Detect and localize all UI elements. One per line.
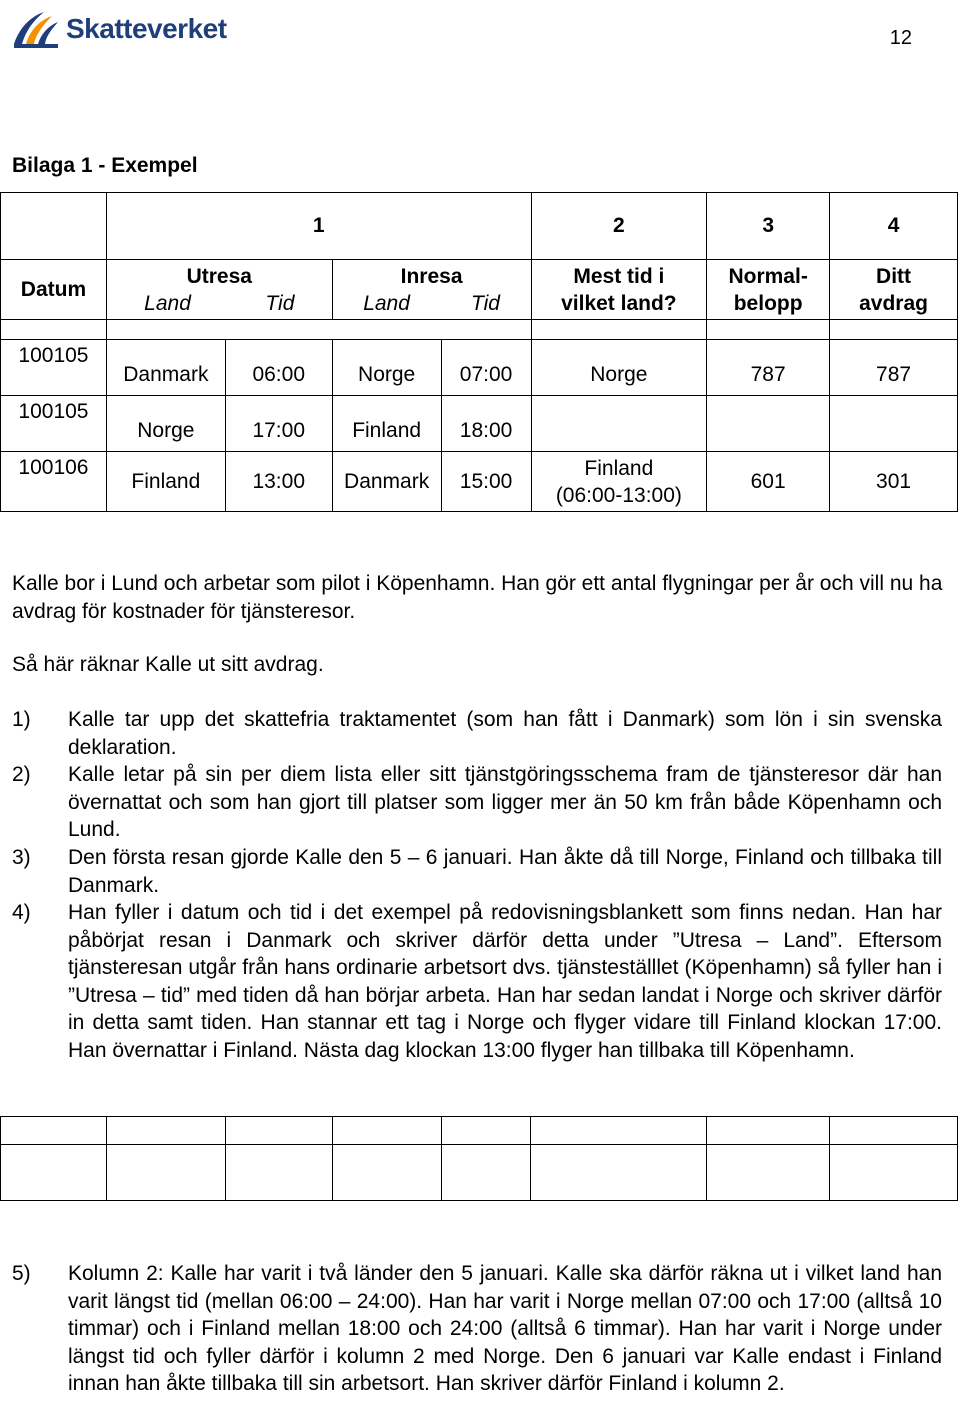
cell-in-tid: 15:00: [441, 452, 531, 512]
header-utresa-tid: Tid: [265, 291, 295, 315]
header-utresa-label: Utresa: [186, 264, 252, 288]
header-normal-line1: Normal-: [728, 264, 808, 288]
table-row: [1, 452, 958, 512]
header-utresa-land: Land: [144, 291, 191, 315]
column-number-2: 2: [531, 193, 707, 260]
cell-in-tid: 18:00: [441, 396, 531, 452]
list-item-number: 3): [12, 846, 31, 869]
header-mest-tid-line1: Mest tid i: [573, 264, 665, 288]
empty-row: [1, 1145, 958, 1201]
list-item-number: 4): [12, 901, 31, 924]
skatteverket-logo: [10, 4, 250, 50]
header-row: [1, 260, 958, 320]
list-item: [12, 1260, 942, 1398]
cell-datum: 100105: [1, 396, 107, 452]
cell-mest-tid: [531, 452, 707, 512]
header-ditt-line1: Ditt: [876, 264, 912, 288]
header-datum: Datum: [1, 260, 107, 320]
cell-ut-tid: 17:00: [225, 396, 332, 452]
list-item: [12, 844, 942, 899]
header-mest-tid: [531, 260, 707, 320]
cell-in-land: Danmark: [332, 452, 441, 512]
cell-ut-land: Danmark: [106, 340, 225, 396]
cell-normalbelopp: [707, 396, 830, 452]
header-normal-line2: belopp: [733, 291, 803, 315]
header-inresa-label: Inresa: [400, 264, 463, 288]
empty-form-table: [0, 1116, 958, 1201]
page-heading: Bilaga 1 - Exempel: [12, 154, 198, 177]
list-item-text: Kolumn 2: Kalle har varit i två länder den 5 januari. Kalle ska därför räkna ut i vilket land han varit längst tid (mellan 06:00 – 24:00). Han har varit i Norge mellan 07:00 och 17:00 (alltså 10 timmar) och i Finland mellan 18:00 och 24:00 (alltså 6 timmar). Han har varit i Norge under längst tid och fyller därför i kolumn 2 med Norge. Den 6 januari var Kalle endast i Finland innan han åkte tillbaka till sin arbetsort. Han skriver därför Finland i kolumn 2.: [68, 1262, 942, 1395]
cell-mest-tid-range: (06:00-13:00): [555, 483, 682, 507]
cell-datum: 100106: [1, 452, 107, 512]
column-number-1: 1: [106, 193, 531, 260]
list-item: [12, 706, 942, 761]
cell-in-tid: 07:00: [441, 340, 531, 396]
list-item-text: Den första resan gjorde Kalle den 5 – 6 januari. Han åkte då till Norge, Finland och tillbaka till Danmark.: [68, 846, 942, 897]
logo-wordmark: Skatteverket: [66, 13, 227, 44]
cell-mest-tid-country: Finland: [584, 456, 654, 480]
cell-mest-tid: Norge: [531, 340, 707, 396]
page-number: 12: [889, 27, 912, 49]
column-number-4: 4: [830, 193, 958, 260]
cell-normalbelopp: 601: [707, 452, 830, 512]
empty-row: [1, 1117, 958, 1145]
crown-logo-icon: [10, 4, 66, 50]
table-row: [1, 396, 958, 452]
list-item-text: Kalle letar på sin per diem lista eller sitt tjänstgöringsschema fram de tjänsteresor där han övernattat och som han gjort till platser som ligger mer än 50 km från både Köpenhamn och Lund.: [68, 763, 942, 841]
column-number-3: 3: [707, 193, 830, 260]
cell-mest-tid: [531, 396, 707, 452]
header-inresa: [332, 260, 531, 320]
cell-ut-tid: 06:00: [225, 340, 332, 396]
intro-lead: Så här räknar Kalle ut sitt avdrag.: [12, 653, 324, 676]
header-inresa-tid: Tid: [470, 291, 500, 315]
table-row: [1, 340, 958, 396]
header-utresa: [106, 260, 332, 320]
list-item: [12, 761, 942, 844]
header-ditt-avdrag: [830, 260, 958, 320]
column-number-row: [1, 193, 958, 260]
list-item-text: Kalle tar upp det skattefria traktamentet (som han fått i Danmark) som lön i sin svenska deklaration.: [68, 708, 942, 759]
spacer-row: [1, 320, 958, 340]
list-item-number: 2): [12, 763, 31, 786]
list-item: [12, 899, 942, 1064]
cell-ut-tid: 13:00: [225, 452, 332, 512]
cell-avdrag: [830, 396, 958, 452]
cell-ut-land: Norge: [106, 396, 225, 452]
header-mest-tid-line2: vilket land?: [561, 291, 677, 315]
header-normalbelopp: [707, 260, 830, 320]
list-item-number: 1): [12, 708, 31, 731]
list-item-number: 5): [12, 1262, 31, 1285]
header-inresa-land: Land: [363, 291, 410, 315]
header-ditt-line2: avdrag: [859, 291, 928, 315]
cell-avdrag: 301: [830, 452, 958, 512]
cell-avdrag: 787: [830, 340, 958, 396]
travel-table: [0, 192, 958, 512]
cell-datum: 100105: [1, 340, 107, 396]
cell-in-land: Finland: [332, 396, 441, 452]
cell-normalbelopp: 787: [707, 340, 830, 396]
list-item-text: Han fyller i datum och tid i det exempel på redovisningsblankett som finns nedan. Han har påbörjat resan i Danmark och skriver därför detta under ”Utresa – Land”. Eftersom tjänsteresan utgår från hans ordinarie arbetsort dvs. tjänsteställlet (Köpenhamn) så fyller han i ”Utresa – tid” med tiden då han börjar arbeta. Han har sedan landat i Norge och skriver därför in detta samt tiden. Han stannar ett tag i Norge och flyger vidare till Finland klockan 17:00. Han övernattar i Finland. Nästa dag klockan 13:00 flyger han tillbaka till Köpenhamn.: [68, 901, 942, 1062]
cell-in-land: Norge: [332, 340, 441, 396]
intro-paragraph: Kalle bor i Lund och arbetar som pilot i Köpenhamn. Han gör ett antal flygningar per år och vill nu ha avdrag för kostnader för tjänsteresor.: [12, 572, 943, 623]
cell-ut-land: Finland: [106, 452, 225, 512]
